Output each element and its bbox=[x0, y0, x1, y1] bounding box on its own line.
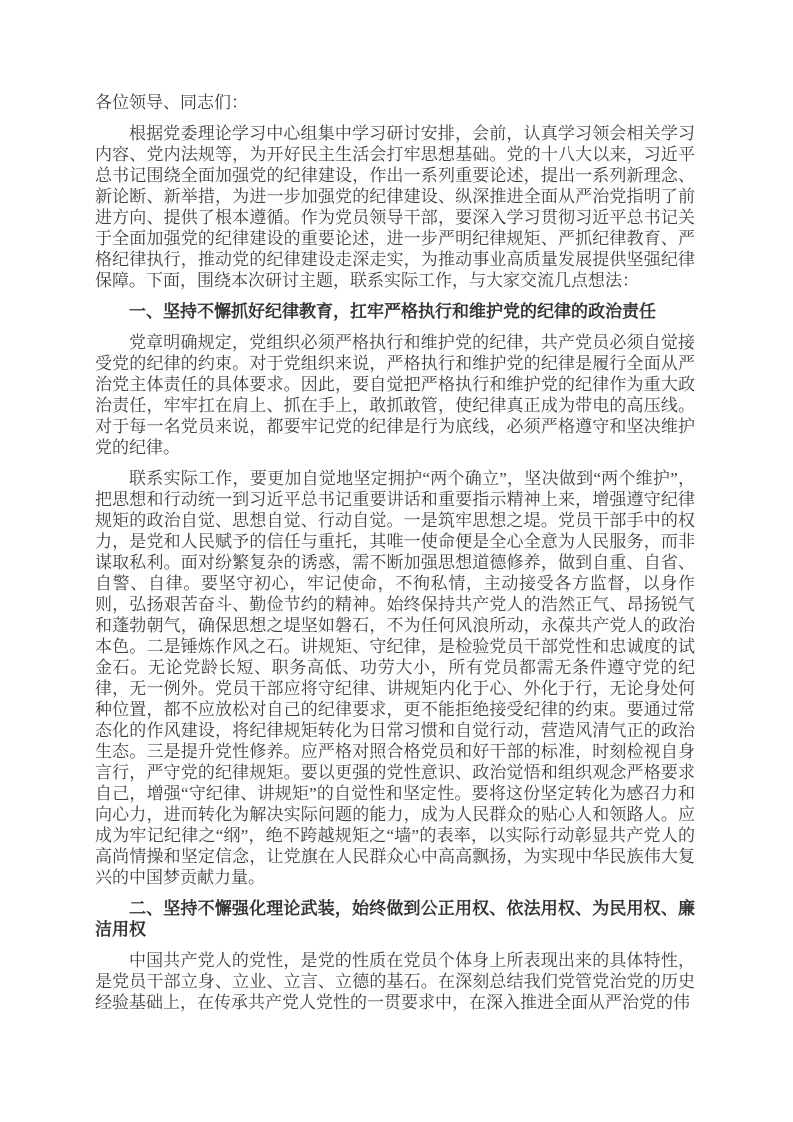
section-heading-2: 二、坚持不懈强化理论武装，始终做到公正用权、依法用权、为民用权、廉洁用权 bbox=[95, 899, 695, 939]
paragraph-intro: 根据党委理论学习中心组集中学习研讨安排，会前，认真学习领会相关学习内容、党内法规等，为开好民主生活会打牢思想基础。党的十八大以来，习近平总书记围绕全面加强党的纪律建设，作出一系列重要论述，提出一系列新理念、新论断、新举措，为进一步加强党的纪律建设、纵深推进全面从严治党指明了前进方向、提供了根本遵循。作为党员领导干部，要深入学习贯彻习近平总书记关于全面加强党的纪律建设的重要论述，进一步严明纪律规矩、严抓纪律教育、严格纪律执行，推动党的纪律建设走深走实，为推动事业高质量发展提供坚强纪律保障。下面，围绕本次研讨主题，联系实际工作，与大家交流几点想法： bbox=[95, 124, 695, 290]
paragraph-section2-1: 中国共产党人的党性，是党的性质在党员个体身上所表现出来的具体特性，是党员干部立身、立业、立言、立德的基石。在深刻总结我们党管党治党的历史经验基础上，在传承共产党人党性的一贯要求中，在深入推进全面从严治党的伟 bbox=[95, 951, 695, 1012]
paragraph-section1-2: 联系实际工作，要更加自觉地坚定拥护“两个确立”，坚决做到“两个维护”，把思想和行动统一到习近平总书记重要讲话和重要指示精神上来，增强遵守纪律规矩的政治自觉、思想自觉、行动自觉。一是筑牢思想之堤。党员干部手中的权力，是党和人民赋予的信任与重托，其唯一使命便是全心全意为人民服务，而非谋取私利。面对纷繁复杂的诱惑，需不断加强思想道德修养，做到自重、自省、自警、自律。要坚守初心，牢记使命，不徇私情，主动接受各方监督，以身作则，弘扬艰苦奋斗、勤俭节约的精神。始终保持共产党人的浩然正气、昂扬锐气和蓬勃朝气，确保思想之堤坚如磐石，不为任何风浪所动，永葆共产党人的政治本色。二是锤炼作风之石。讲规矩、守纪律，是检验党员干部党性和忠诚度的试金石。无论党龄长短、职务高低、功劳大小，所有党员都需无条件遵守党的纪律，无一例外。党员干部应将守纪律、讲规矩内化于心、外化于行，无论身处何种位置，都不应放松对自己的纪律要求，更不能拒绝接受纪律的约束。要通过常态化的作风建设，将纪律规矩转化为日常习惯和自觉行动，营造风清气正的政治生态。三是提升党性修养。应严格对照合格党员和好干部的标准，时刻检视自身言行，严守党的纪律规矩。要以更强的党性意识、政治觉悟和组织观念严格要求自己，增强“守纪律、讲规矩”的自觉性和坚定性。要将这份坚定转化为感召力和向心力，进而转化为解决实际问题的能力，成为人民群众的贴心人和领路人。应成为牢记纪律之“纲”，绝不跨越规矩之“墙”的表率，以实际行动彰显共产党人的高尚情操和坚定信念，让党旗在人民群众心中高高飘扬，为实现中华民族伟大复兴的中国梦贡献力量。 bbox=[95, 469, 695, 887]
section-heading-1: 一、坚持不懈抓好纪律教育，扛牢严格执行和维护党的纪律的政治责任 bbox=[129, 302, 656, 321]
salutation-line: 各位领导、同志们： bbox=[95, 93, 248, 112]
paragraph-section1-1: 党章明确规定，党组织必须严格执行和维护党的纪律，共产党员必须自觉接受党的纪律的约束。对于党组织来说，严格执行和维护党的纪律是履行全面从严治党主体责任的具体要求。因此，要自觉把严格执行和维护党的纪律作为重大政治责任，牢牢扛在肩上、抓在手上，敢抓敢管，使纪律真正成为带电的高压线。对于每一名党员来说，都要牢记党的纪律是行为底线，必须严格遵守和坚决维护党的纪律。 bbox=[95, 333, 695, 457]
